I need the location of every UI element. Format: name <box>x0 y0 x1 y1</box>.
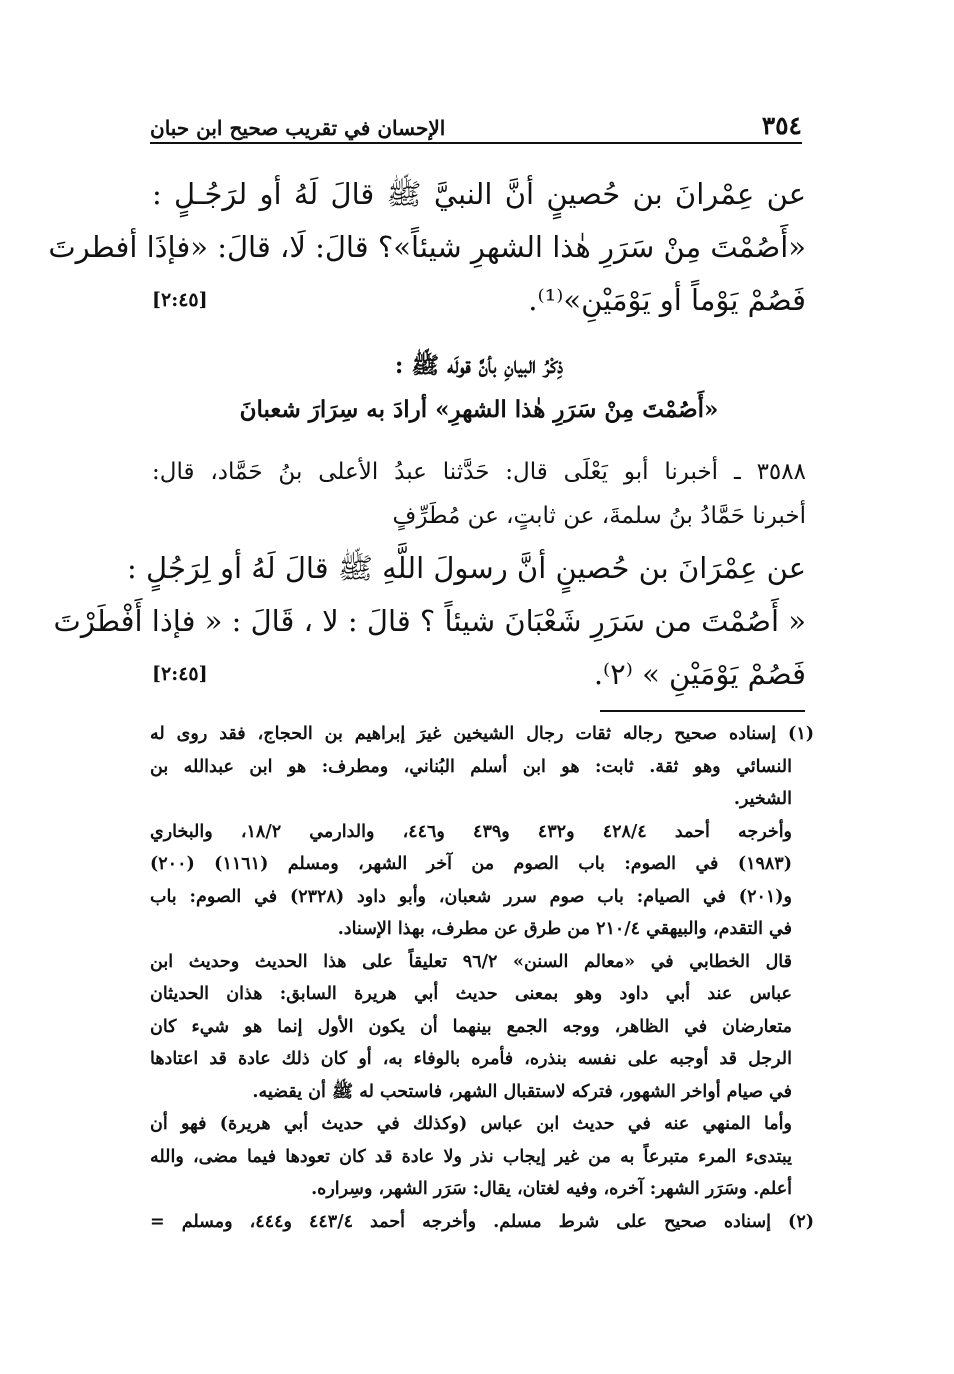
isnad-line: أخبرنا حَمَّادُ بنُ سلمةَ، عن ثابتٍ، عن مُطَرِّفٍ <box>392 503 806 529</box>
footnote-line: في صيام أواخر الشهور، فتركه لاستقبال الشهر، فاستحب له ﷺ أن يقضيه. <box>252 1081 792 1102</box>
hadith-text-1 <box>48 168 806 327</box>
hadith-line: « أَصُمْتَ من سَرَرِ شَعْبَانَ شيئاً ؟ قالَ : لا ، قَالَ : « فإذا أَفْطَرْتَ <box>53 604 806 638</box>
hadith-line-text: فَصُمْ يَوْماً أو يَوْمَيْنِ»⁽¹⁾. <box>528 283 806 317</box>
chapter-heading <box>152 344 806 432</box>
footnote-line: أعلم. وسَرَر الشهر: آخره، وفيه لغتان، يقال: سَرَر الشهر، وسِراره. <box>311 1179 792 1199</box>
hadith-reference: [٢:٤٥] <box>152 663 208 685</box>
hadith-line-text: فَصُمْ يَوْمَيْنِ » ⁽٢⁾. <box>593 657 806 691</box>
footnote-separator <box>600 710 805 712</box>
footnote-line: قال الخطابي في «معالم السنن» ٩٦/٢ تعليقاً على هذا الحديث وحديث ابن <box>150 951 792 972</box>
hadith-line: عن عِمْرَانَ بن حُصينٍ أنَّ رسولَ اللَّهِ ﷺ قالَ لَهُ أو لِرَجُلٍ : <box>127 551 806 585</box>
footnote-line: (١) إسناده صحيح رجاله ثقات رجال الشيخين غيرَ إبراهيم بن الحجاج، فقد روى له <box>150 724 814 744</box>
hadith-line <box>152 274 806 327</box>
footnotes <box>150 718 814 1238</box>
running-title: الإحسان في تقريب صحيح ابن حبان <box>150 116 446 140</box>
footnote-line: يبتدىء المرء متبرعاً به من غير إيجاب نذر ولا عادة قد كان تعودها فيما مضى، والله <box>150 1146 792 1167</box>
footnote-line: و(٢٠١) في الصيام: باب صوم سرر شعبان، وأبو داود (٢٣٢٨) في الصوم: باب <box>150 886 792 907</box>
footnote-line: عباس عند أبي داود وهو بمعنى حديث أبي هريرة السابق: هذان الحديثان <box>150 984 792 1004</box>
page-header <box>150 104 802 140</box>
footnote-line: متعارضان في الظاهر، ووجه الجمع بينهما أن يكون الأول إنما هو شيء كان <box>150 1016 792 1037</box>
footnote-line: (١٩٨٣) في الصوم: باب الصوم من آخر الشهر، ومسلم (١١٦١) (٢٠٠) <box>150 854 792 874</box>
heading-line: «أَصُمْتَ مِنْ سَرَرِ هٰذا الشهرِ» أرادَ به سِرَارَ شعبانَ <box>239 396 719 423</box>
footnote-line: (٢) إسناده صحيح على شرط مسلم. وأخرجه أحمد ٤٤٣/٤ و٤٤٤، ومسلم = <box>150 1211 815 1232</box>
footnote-line: الشخير. <box>733 789 792 809</box>
footnote-line: وأخرجه أحمد ٤٢٨/٤ و٤٣٢ و٤٣٩ و٤٤٦، والدارمي ١٨/٢، والبخاري <box>150 821 793 842</box>
hadith-text-2 <box>53 542 806 701</box>
hadith-reference: [٢:٤٥] <box>152 289 208 311</box>
header-rule <box>150 142 802 144</box>
page-number: ٣٥٤ <box>761 111 802 140</box>
isnad-text <box>152 450 806 538</box>
footnote-line: النسائي وهو ثقة. ثابت: هو ابن أسلم البُناني، ومطرف: هو ابن عبدالله بن <box>150 756 792 777</box>
footnote-line: وأما المنهي عنه في حديث ابن عباس (وكذلك في حديث أبي هريرة) فهو أن <box>150 1114 792 1134</box>
isnad-line: ٣٥٨٨ ـ أخبرنا أبو يَعْلَى قال: حَدَّثنا عبدُ الأعلى بنُ حَمَّاد، قال: <box>152 459 806 485</box>
hadith-line: «أَصُمْتَ مِنْ سَرَرِ هٰذا الشهرِ شيئاً»؟ قالَ: لَا، قالَ: «فإذَا أفطرتَ <box>48 230 806 264</box>
heading-line: ذِكْرُ البيانِ بأنَّ قولَه ﷺ : <box>394 352 564 379</box>
footnote-line: في التقدم، والبيهقي ٢١٠/٤ من طرق عن مطرف، بهذا الإسناد. <box>337 919 792 939</box>
footnote-line: الرجل قد أوجبه على نفسه بنذره، فأمره بالوفاء به، أو كان ذلك عادة قد اعتادها <box>150 1049 792 1069</box>
hadith-line: عن عِمْرانَ بن حُصينٍ أنَّ النبيَّ ﷺ قالَ لَهُ أو لرَجُـلٍ : <box>152 177 806 211</box>
hadith-line <box>152 648 806 701</box>
